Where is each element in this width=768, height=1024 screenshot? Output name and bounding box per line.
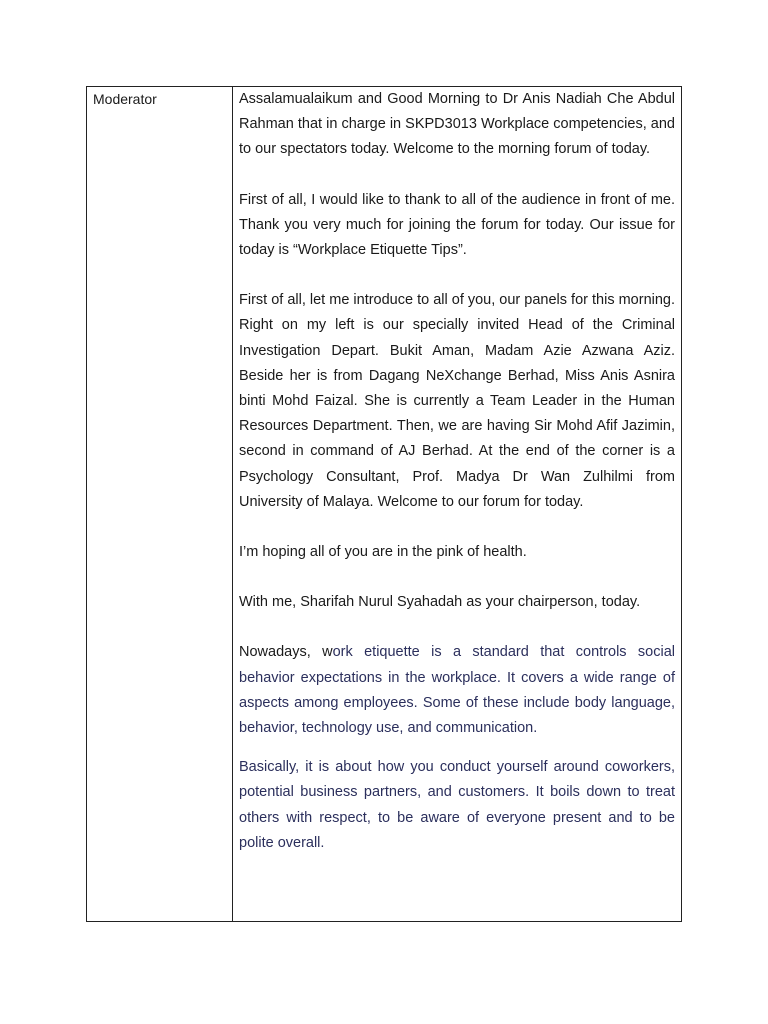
panel-introduction-paragraph: First of all, let me introduce to all of you, our panels for this morning. Right on my left is our specially invited Head of the Criminal Investigation Depart. Bukit Aman, Madam Azie Azwana Aziz. Beside her is from Dagang NeXchange Berhad, Miss Anis Asnira binti Mohd Faizal. She is currently a Team Leader in the Human Resources Department. Then, we are having Sir Mohd Afif Jazimin, second in command of AJ Berhad. At the end of the corner is a Psychology Consultant, Prof. Madya Dr Wan Zulhilmi from University of Malaya. Welcome to our forum for today. (239, 292, 676, 510)
thanks-paragraph: First of all, I would like to thank to all of the audience in front of me. Thank you very much for joining the forum for today. Our issue for today is “Workplace Etiquette Tips”. (239, 191, 675, 259)
forum-script-table (86, 86, 682, 922)
health-wish-paragraph: I’m hoping all of you are in the pink of health. (239, 544, 527, 561)
chairperson-paragraph: With me, Sharifah Nurul Syahadah as your chairperson, today. (239, 594, 641, 611)
speaker-role: Moderator (93, 91, 157, 107)
etiquette-definition-paragraph (239, 640, 675, 741)
etiquette-definition-lead: Nowadays, w (239, 644, 333, 661)
greeting-paragraph: Assalamualaikum and Good Morning to Dr Anis Nadiah Che Abdul Rahman that in charge in SKPD3013 Workplace competencies, and to our spectators today. Welcome to the morning forum of today. (239, 91, 675, 158)
speaker-role-cell (87, 87, 233, 921)
etiquette-definition-rest: ork etiquette is a standard that controls social behavior expectations in the workplace. It covers a wide range of aspects among employees. Some of these include body language, behavior, technology use, and communication. (239, 644, 675, 737)
speech-cell (233, 87, 681, 921)
etiquette-summary-paragraph: Basically, it is about how you conduct yourself around coworkers, potential business partners, and customers. It boils down to treat others with respect, to be aware of everyone present and to be polite overall. (239, 759, 675, 851)
